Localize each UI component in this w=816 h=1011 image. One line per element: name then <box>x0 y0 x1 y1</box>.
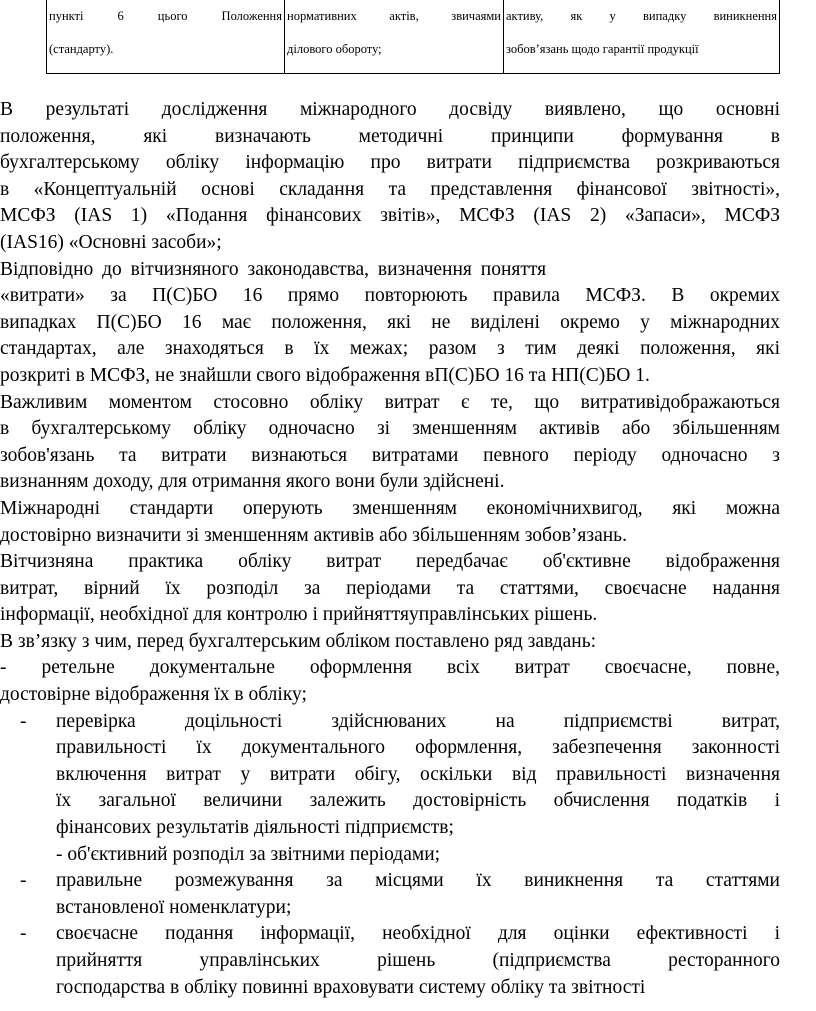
text-line: - ретельне документальне оформлення всіх витрат своєчасне, повне, <box>0 657 780 679</box>
paragraph-tasks <box>0 629 780 709</box>
list-dash: - <box>20 923 27 945</box>
paragraph-national-legislation <box>0 257 780 390</box>
text-line: Вітчизняна практика обліку витрат передбачає об'єктивне відображення <box>0 551 780 573</box>
text-line: своєчасне подання інформації, необхідної для оцінки ефективності і <box>56 923 780 945</box>
list-dash: - <box>20 870 27 892</box>
paragraph-international-standards <box>0 496 780 549</box>
table-cell-1 <box>47 0 284 73</box>
table-cell-text: активу, як у випадку виникнення <box>506 9 777 23</box>
paragraph-international-experience <box>0 97 780 257</box>
text-line: (IAS16) «Основні засоби»; <box>0 231 222 253</box>
text-line: стандартах, але знаходяться в їх межах; разом з тим деякі положення, які <box>0 338 780 360</box>
text-line: включення витрат у витрати обігу, оскільки від правильності визначення <box>56 763 780 785</box>
text-line: інформації, необхідної для контролю і прийняттяуправлінських рішень. <box>0 604 598 626</box>
text-line: В результаті дослідження міжнародного досвіду виявлено, що основні <box>0 99 780 120</box>
task-list <box>0 709 780 1002</box>
document-body <box>0 97 780 1001</box>
text-line: встановленої номенклатури; <box>56 896 292 918</box>
text-line: правильне розмежування за місцями їх виникнення та статтями <box>56 870 780 892</box>
text-line: положення, які визначають методичні принципи формування в <box>0 125 780 147</box>
text-line: розкриті в МСФЗ, не знайшли свого відображення вП(С)БО 16 та НП(С)БО 1. <box>0 364 650 386</box>
text-line: випадках П(С)БО 16 має положення, які не виділені окремо у міжнародних <box>0 311 780 333</box>
text-line: В зв’язку з чим, перед бухгалтерським обліком поставлено ряд завдань: <box>0 630 597 652</box>
paragraph-domestic-practice <box>0 549 780 629</box>
text-line: Відповідно до вітчизняного законодавства, визначення поняття <box>0 258 547 280</box>
text-line: - об'єктивний розподіл за звітними періодами; <box>56 843 441 865</box>
text-line: зобов'язань та витрати визнаються витратами певного періоду одночасно з <box>0 444 780 466</box>
paragraph-important-moment <box>0 390 780 496</box>
table-cell-text: (стандарту). <box>49 42 114 56</box>
list-dash: - <box>20 710 27 732</box>
list-item <box>0 709 780 869</box>
text-line: господарства в обліку повинні враховувати систему обліку та звітності <box>56 976 646 998</box>
table-cell-3 <box>503 0 779 73</box>
list-item <box>0 868 780 921</box>
text-line: перевірка доцільності здійснюваних на підприємстві витрат, <box>56 710 780 732</box>
table-cell-text: зобов’язань щодо гарантії продукції <box>506 42 699 56</box>
table-cell-2 <box>284 0 503 73</box>
text-line: правильності їх документального оформлення, забезпечення законності <box>56 737 780 759</box>
table-cell-text: нормативних актів, звичаями <box>287 9 501 23</box>
text-line: визнанням доходу, для отримання якого вони були здійснені. <box>0 471 505 493</box>
text-line: «витрати» за П(С)БО 16 прямо повторюють правила МСФЗ. В окремих <box>0 285 780 307</box>
table-cell-text: пункті 6 цього Положення <box>49 9 282 23</box>
text-line: бухгалтерському обліку інформацію про витрати підприємства розкриваються <box>0 152 780 174</box>
list-item <box>0 921 780 1001</box>
text-line: прийняття управлінських рішень (підприємства ресторанного <box>56 950 780 971</box>
text-line: витрат, вірний їх розподіл за періодами та статтями, своєчасне надання <box>0 577 780 599</box>
text-line: їх загальної величини залежить достовірність обчислення податків і <box>56 790 780 812</box>
text-line: достовірне відображення їх в обліку; <box>0 684 307 706</box>
table-cell-text: ділового обороту; <box>287 42 382 56</box>
text-line: фінансових результатів діяльності підприємств; <box>56 817 454 839</box>
table-fragment <box>46 0 780 74</box>
text-line: Важливим моментом стосовно обліку витрат є те, що витративідображаються <box>0 391 780 413</box>
text-line: в бухгалтерському обліку одночасно зі зменшенням активів або збільшенням <box>0 418 780 440</box>
text-line: Міжнародні стандарти оперують зменшенням економічнихвигод, які можна <box>0 497 780 519</box>
text-line: МСФЗ (IAS 1) «Подання фінансових звітів», МСФЗ (IAS 2) «Запаси», МСФЗ <box>0 205 780 227</box>
text-line: в «Концептуальній основі складання та представлення фінансової звітності», <box>0 178 780 200</box>
text-line: достовірно визначити зі зменшенням активів або збільшенням зобов’язань. <box>0 524 627 546</box>
